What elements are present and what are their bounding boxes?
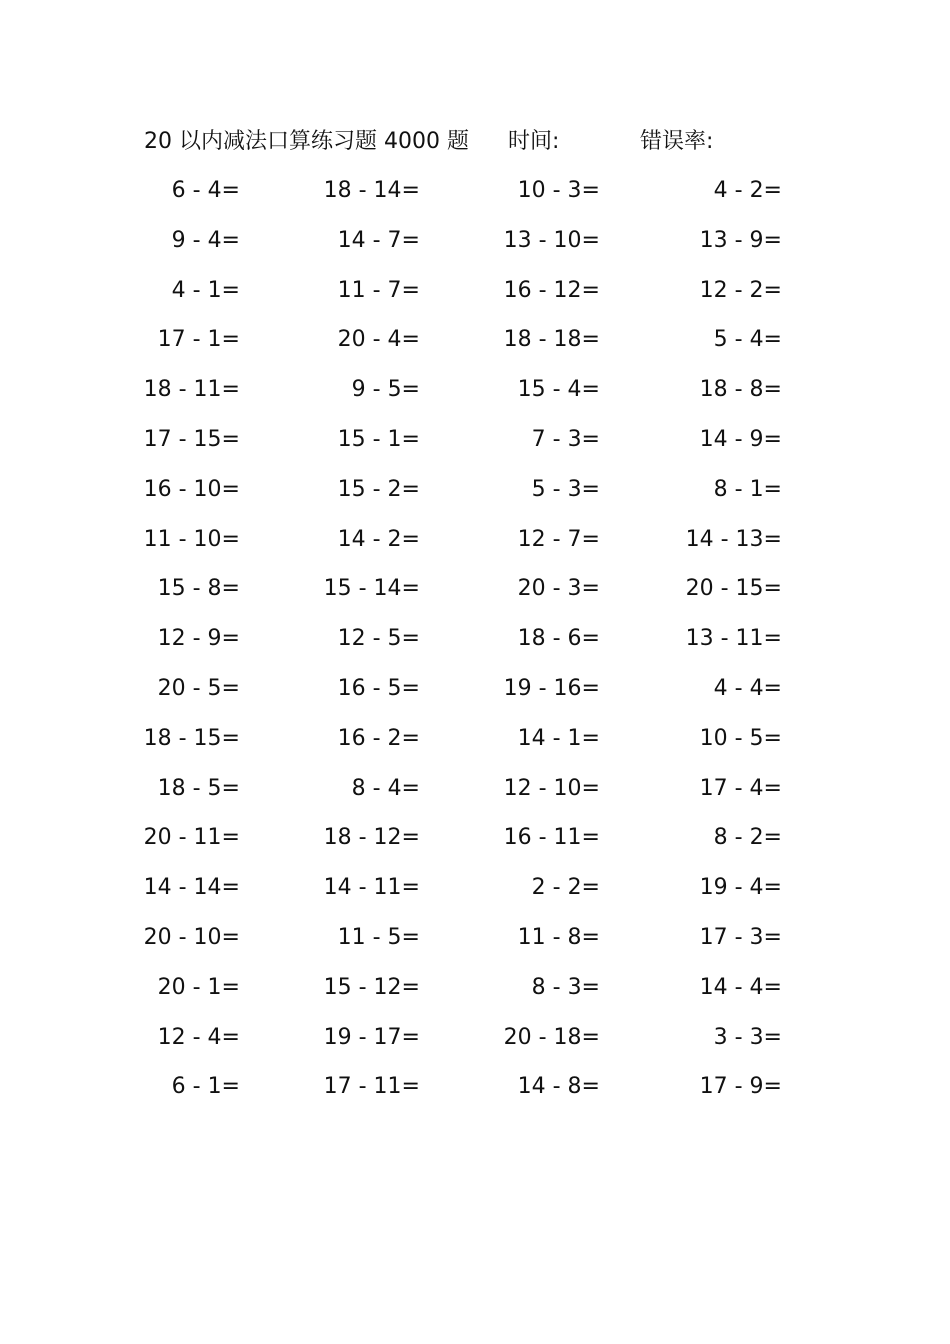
problem-item: 12 - 2= [699,277,782,303]
page-title: 20 以内减法口算练习题 4000 题 [144,129,469,154]
problem-item: 14 - 4= [699,974,782,1000]
problem-item: 5 - 3= [531,476,600,502]
problem-item: 9 - 4= [171,227,240,253]
problem-item: 14 - 9= [699,426,782,452]
problem-item: 9 - 5= [351,377,420,403]
problem-item: 17 - 15= [143,426,240,452]
problem-item: 10 - 5= [699,725,782,751]
problem-item: 20 - 11= [143,825,240,851]
problem-item: 4 - 2= [713,178,782,203]
worksheet-header [144,126,784,158]
problem-item: 8 - 4= [351,775,420,801]
problem-item: 12 - 5= [337,626,420,652]
problem-item: 18 - 11= [143,377,240,403]
problem-row [140,913,800,963]
problem-item: 12 - 9= [157,626,240,652]
problem-item: 20 - 10= [143,924,240,950]
problem-row [140,465,800,515]
problem-item: 14 - 13= [685,526,782,552]
problem-row [140,1013,800,1063]
problem-item: 8 - 1= [713,476,782,502]
problem-item: 17 - 4= [699,775,782,801]
problem-item: 11 - 8= [517,924,600,950]
problem-item: 8 - 2= [713,825,782,851]
problem-item: 7 - 3= [531,426,600,452]
problem-item: 13 - 9= [699,227,782,253]
problem-item: 14 - 8= [517,1074,600,1100]
problem-item: 15 - 12= [323,974,420,1000]
problem-item: 14 - 2= [337,526,420,552]
problem-item: 6 - 1= [171,1074,240,1100]
problem-row [140,963,800,1013]
problem-item: 14 - 7= [337,227,420,253]
problem-item: 14 - 14= [143,875,240,901]
problem-row [140,365,800,415]
problem-item: 17 - 3= [699,924,782,950]
error-rate-label: 错误率: [640,129,714,154]
problem-item: 6 - 4= [171,178,240,203]
problem-item: 12 - 7= [517,526,600,552]
problem-row [140,315,800,365]
problem-item: 17 - 1= [157,327,240,353]
problem-item: 5 - 4= [713,327,782,353]
problem-item: 14 - 1= [517,725,600,751]
problem-item: 17 - 9= [699,1074,782,1100]
problem-item: 10 - 3= [517,178,600,203]
problem-item: 4 - 4= [713,675,782,701]
problem-item: 19 - 17= [323,1024,420,1050]
problem-item: 18 - 14= [323,178,420,203]
problem-item: 13 - 10= [503,227,600,253]
problem-item: 15 - 8= [157,576,240,602]
problem-item: 8 - 3= [531,974,600,1000]
problem-row [140,266,800,316]
problem-item: 20 - 1= [157,974,240,1000]
problem-item: 4 - 1= [171,277,240,303]
problem-item: 11 - 10= [143,526,240,552]
problem-item: 16 - 2= [337,725,420,751]
problem-item: 20 - 18= [503,1024,600,1050]
problem-item: 15 - 1= [337,426,420,452]
problem-item: 16 - 12= [503,277,600,303]
problem-item: 3 - 3= [713,1024,782,1050]
problem-row [140,614,800,664]
problem-item: 2 - 2= [531,875,600,901]
problem-row [140,863,800,913]
problem-item: 15 - 4= [517,377,600,403]
problem-item: 12 - 4= [157,1024,240,1050]
problem-item: 18 - 8= [699,377,782,403]
problem-row [140,564,800,614]
problem-item: 19 - 16= [503,675,600,701]
problem-item: 19 - 4= [699,875,782,901]
problem-row [140,515,800,565]
problem-row [140,166,800,216]
problem-item: 20 - 4= [337,327,420,353]
problem-item: 18 - 12= [323,825,420,851]
problem-row [140,415,800,465]
problem-row [140,664,800,714]
problem-row [140,714,800,764]
problem-item: 11 - 5= [337,924,420,950]
problem-item: 15 - 14= [323,576,420,602]
problem-item: 16 - 11= [503,825,600,851]
problem-row [140,764,800,814]
problem-item: 20 - 5= [157,675,240,701]
problem-item: 13 - 11= [685,626,782,652]
time-label: 时间: [508,129,560,154]
problem-item: 15 - 2= [337,476,420,502]
problem-item: 16 - 10= [143,476,240,502]
problem-row [140,216,800,266]
problem-row [140,1062,800,1112]
problem-item: 18 - 6= [517,626,600,652]
problem-item: 18 - 15= [143,725,240,751]
problem-item: 18 - 18= [503,327,600,353]
problem-item: 14 - 11= [323,875,420,901]
problem-item: 20 - 15= [685,576,782,602]
problem-item: 11 - 7= [337,277,420,303]
problem-grid [140,166,800,1112]
problem-item: 18 - 5= [157,775,240,801]
problem-item: 17 - 11= [323,1074,420,1100]
problem-row [140,813,800,863]
problem-item: 20 - 3= [517,576,600,602]
problem-item: 16 - 5= [337,675,420,701]
problem-item: 12 - 10= [503,775,600,801]
